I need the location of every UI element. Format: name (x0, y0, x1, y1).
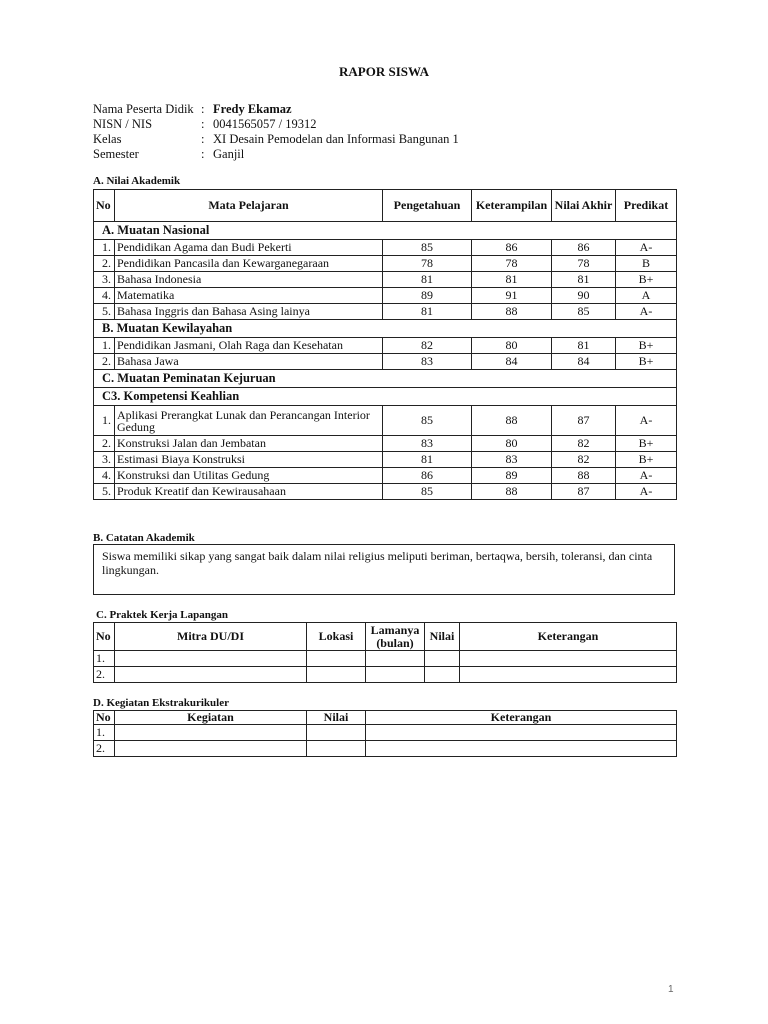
internship-section-title: C. Praktek Kerja Lapangan (96, 609, 228, 621)
knowledge-score: 85 (383, 484, 472, 500)
final-score: 78 (552, 256, 616, 272)
student-name-label: Nama Peserta Didik (93, 102, 194, 116)
header-subject: Mata Pelajaran (115, 190, 383, 222)
row-number: 2. (94, 436, 115, 452)
final-score: 90 (552, 288, 616, 304)
score-cell[interactable] (425, 651, 460, 667)
table-row (94, 741, 677, 757)
knowledge-score: 81 (383, 272, 472, 288)
partner-cell[interactable] (115, 651, 307, 667)
table-row (94, 272, 677, 288)
subject-name: Pendidikan Agama dan Budi Pekerti (115, 240, 383, 256)
final-score: 82 (552, 436, 616, 452)
header-remarks: Keterangan (460, 623, 677, 651)
subject-name: Bahasa Inggris dan Bahasa Asing lainya (115, 304, 383, 320)
subject-name: Konstruksi dan Utilitas Gedung (115, 468, 383, 484)
row-number: 1. (94, 338, 115, 354)
activity-cell[interactable] (115, 725, 307, 741)
page-title: RAPOR SISWA (339, 64, 429, 79)
header-predicate: Predikat (616, 190, 677, 222)
row-number: 3. (94, 452, 115, 468)
notes-box: Siswa memiliki sikap yang sangat baik dalam nilai religius meliputi beriman, bertaqwa, bersih, toleransi, dan cinta lingkungan. (93, 544, 675, 595)
subject-name: Aplikasi Prerangkat Lunak dan Perancangan Interior Gedung (115, 406, 383, 436)
final-score: 86 (552, 240, 616, 256)
row-number: 2. (94, 354, 115, 370)
score-cell[interactable] (307, 725, 366, 741)
final-score: 81 (552, 338, 616, 354)
table-row (94, 484, 677, 500)
student-name-row (93, 102, 459, 117)
predicate: B (616, 256, 677, 272)
header-no: No (94, 711, 115, 725)
final-score: 85 (552, 304, 616, 320)
table-row (94, 338, 677, 354)
group-header-row (94, 222, 677, 240)
row-number: 3. (94, 272, 115, 288)
header-partner: Mitra DU/DI (115, 623, 307, 651)
location-cell[interactable] (307, 667, 366, 683)
knowledge-score: 89 (383, 288, 472, 304)
header-no: No (94, 190, 115, 222)
final-score: 84 (552, 354, 616, 370)
predicate: A- (616, 484, 677, 500)
knowledge-score: 85 (383, 406, 472, 436)
colon: : (201, 132, 205, 146)
predicate: A- (616, 240, 677, 256)
skill-score: 80 (472, 338, 552, 354)
subject-name: Estimasi Biaya Konstruksi (115, 452, 383, 468)
subject-name: Produk Kreatif dan Kewirausahaan (115, 484, 383, 500)
knowledge-score: 78 (383, 256, 472, 272)
score-cell[interactable] (307, 741, 366, 757)
predicate: B+ (616, 354, 677, 370)
final-score: 87 (552, 484, 616, 500)
group-title: A. Muatan Nasional (94, 222, 677, 240)
colon: : (201, 117, 205, 131)
academic-table (93, 189, 677, 500)
knowledge-score: 81 (383, 452, 472, 468)
skill-score: 81 (472, 272, 552, 288)
subject-name: Matematika (115, 288, 383, 304)
student-name-value: Fredy Ekamaz (213, 102, 292, 116)
predicate: B+ (616, 452, 677, 468)
predicate: B+ (616, 436, 677, 452)
page-number: 1 (668, 984, 674, 995)
duration-cell[interactable] (366, 651, 425, 667)
skill-score: 84 (472, 354, 552, 370)
remarks-cell[interactable] (366, 725, 677, 741)
internship-header-row (94, 623, 677, 651)
table-row (94, 651, 677, 667)
student-semester-label: Semester (93, 147, 139, 161)
final-score: 88 (552, 468, 616, 484)
row-number: 4. (94, 288, 115, 304)
predicate: B+ (616, 338, 677, 354)
table-row (94, 354, 677, 370)
row-number: 1. (94, 240, 115, 256)
table-row (94, 452, 677, 468)
table-row (94, 468, 677, 484)
table-row (94, 406, 677, 436)
header-remarks: Keterangan (366, 711, 677, 725)
student-class-value: XI Desain Pemodelan dan Informasi Bangunan 1 (213, 132, 459, 146)
header-score: Nilai (425, 623, 460, 651)
row-number: 1. (94, 725, 115, 741)
knowledge-score: 82 (383, 338, 472, 354)
skill-score: 86 (472, 240, 552, 256)
group-header-row (94, 320, 677, 338)
group-title: C3. Kompetensi Keahlian (94, 388, 677, 406)
student-class-row (93, 132, 459, 147)
table-row (94, 256, 677, 272)
duration-cell[interactable] (366, 667, 425, 683)
table-row (94, 240, 677, 256)
header-score: Nilai (307, 711, 366, 725)
skill-score: 83 (472, 452, 552, 468)
student-info (93, 102, 459, 162)
extracurricular-section-title: D. Kegiatan Ekstrakurikuler (93, 697, 229, 709)
skill-score: 91 (472, 288, 552, 304)
final-score: 81 (552, 272, 616, 288)
knowledge-score: 83 (383, 354, 472, 370)
final-score: 87 (552, 406, 616, 436)
extracurricular-table (93, 710, 677, 757)
student-semester-value: Ganjil (213, 147, 245, 161)
table-row (94, 725, 677, 741)
group-title: B. Muatan Kewilayahan (94, 320, 677, 338)
row-number: 4. (94, 468, 115, 484)
student-nisn-value: 0041565057 / 19312 (213, 117, 317, 131)
row-number: 5. (94, 484, 115, 500)
knowledge-score: 85 (383, 240, 472, 256)
row-number: 5. (94, 304, 115, 320)
subject-name: Bahasa Indonesia (115, 272, 383, 288)
table-row (94, 304, 677, 320)
skill-score: 88 (472, 304, 552, 320)
table-row (94, 436, 677, 452)
subject-name: Pendidikan Jasmani, Olah Raga dan Kesehatan (115, 338, 383, 354)
academic-section-title: A. Nilai Akademik (93, 175, 181, 187)
skill-score: 88 (472, 406, 552, 436)
header-activity: Kegiatan (115, 711, 307, 725)
subject-name: Pendidikan Pancasila dan Kewarganegaraan (115, 256, 383, 272)
remarks-cell[interactable] (460, 651, 677, 667)
predicate: A (616, 288, 677, 304)
header-knowledge: Pengetahuan (383, 190, 472, 222)
header-location: Lokasi (307, 623, 366, 651)
predicate: A- (616, 406, 677, 436)
academic-header-row (94, 190, 677, 222)
row-number: 2. (94, 256, 115, 272)
skill-score: 78 (472, 256, 552, 272)
row-number: 2. (94, 667, 115, 683)
skill-score: 80 (472, 436, 552, 452)
activity-cell[interactable] (115, 741, 307, 757)
predicate: A- (616, 304, 677, 320)
knowledge-score: 81 (383, 304, 472, 320)
header-no: No (94, 623, 115, 651)
knowledge-score: 86 (383, 468, 472, 484)
row-number: 2. (94, 741, 115, 757)
row-number: 1. (94, 406, 115, 436)
subject-name: Konstruksi Jalan dan Jembatan (115, 436, 383, 452)
group-header-row (94, 388, 677, 406)
remarks-cell[interactable] (460, 667, 677, 683)
extracurricular-header-row (94, 711, 677, 725)
row-number: 1. (94, 651, 115, 667)
final-score: 82 (552, 452, 616, 468)
skill-score: 88 (472, 484, 552, 500)
table-row (94, 288, 677, 304)
colon: : (201, 102, 205, 116)
header-final: Nilai Akhir (552, 190, 616, 222)
header-skill: Keterampilan (472, 190, 552, 222)
student-semester-row (93, 147, 459, 162)
knowledge-score: 83 (383, 436, 472, 452)
student-nisn-label: NISN / NIS (93, 117, 153, 131)
student-nisn-row (93, 117, 459, 132)
remarks-cell[interactable] (366, 741, 677, 757)
group-header-row (94, 370, 677, 388)
location-cell[interactable] (307, 651, 366, 667)
student-class-label: Kelas (93, 132, 122, 146)
score-cell[interactable] (425, 667, 460, 683)
header-duration: Lamanya (bulan) (366, 623, 425, 651)
predicate: B+ (616, 272, 677, 288)
subject-name: Bahasa Jawa (115, 354, 383, 370)
notes-section-title: B. Catatan Akademik (93, 532, 195, 544)
internship-table (93, 622, 677, 683)
group-title: C. Muatan Peminatan Kejuruan (94, 370, 677, 388)
colon: : (201, 147, 205, 161)
table-row (94, 667, 677, 683)
predicate: A- (616, 468, 677, 484)
skill-score: 89 (472, 468, 552, 484)
partner-cell[interactable] (115, 667, 307, 683)
